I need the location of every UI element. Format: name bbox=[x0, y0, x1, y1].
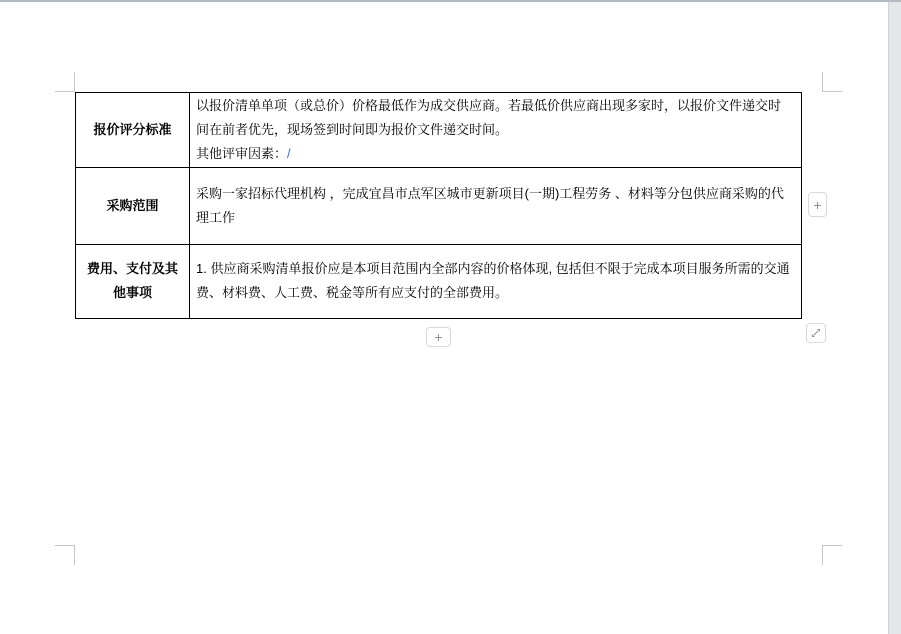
table-resize-handle[interactable] bbox=[806, 323, 826, 343]
fees-payment-text: 1. 供应商采购清单报价应是本项目范围内全部内容的价格体现, 包括但不限于完成本项目服务所需的交通费、材料费、人工费、税金等所有应支付的全部费用。 bbox=[196, 261, 790, 301]
row-header-fees-payment[interactable]: 费用、支付及其他事项 bbox=[76, 245, 190, 319]
cell-fees-payment[interactable] bbox=[190, 245, 801, 319]
resize-diagonal-icon bbox=[810, 327, 822, 339]
other-review-factors-value: / bbox=[287, 145, 291, 161]
add-column-button[interactable] bbox=[808, 192, 827, 217]
quote-criteria-text: 以报价清单单项（或总价）价格最低作为成交供应商。若最低价供应商出现多家时，以报价文件递交时间在前者优先，现场签到时间即为报价文件递交时间。 bbox=[196, 97, 782, 137]
other-review-factors-line bbox=[196, 142, 791, 166]
text-boundary-mark-bottom-left bbox=[55, 545, 75, 565]
table-row-procurement-scope bbox=[76, 168, 801, 245]
row-header-quote-criteria[interactable]: 报价评分标准 bbox=[76, 93, 190, 167]
add-row-button[interactable] bbox=[426, 327, 451, 347]
row-header-procurement-scope[interactable]: 采购范围 bbox=[76, 168, 190, 244]
scrollbar-track[interactable] bbox=[888, 2, 901, 634]
other-review-factors-label: 其他评审因素： bbox=[196, 145, 288, 161]
cell-procurement-scope[interactable] bbox=[190, 168, 801, 244]
procurement-table bbox=[75, 92, 802, 319]
table-row-quote-criteria bbox=[76, 93, 801, 168]
text-boundary-mark-top-right bbox=[822, 72, 842, 92]
plus-icon: + bbox=[434, 329, 443, 345]
plus-icon: + bbox=[813, 196, 822, 213]
text-boundary-mark-bottom-right bbox=[822, 545, 842, 565]
window-top-border bbox=[0, 0, 901, 2]
cell-quote-criteria[interactable] bbox=[190, 93, 801, 167]
text-boundary-mark-top-left bbox=[55, 72, 75, 92]
procurement-scope-text: 采购一家招标代理机构 ，完成宜昌市点军区城市更新项目(一期)工程劳务 、材料等分包供应商采购的代理工作 bbox=[196, 185, 784, 225]
table-row-fees-payment bbox=[76, 245, 801, 319]
